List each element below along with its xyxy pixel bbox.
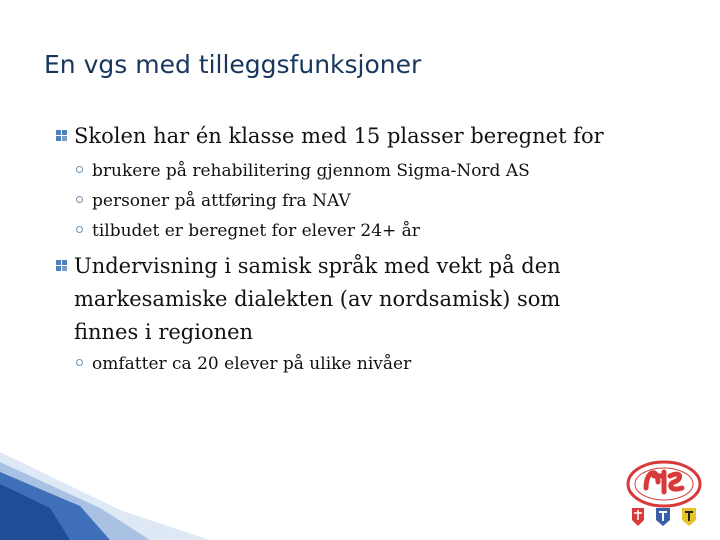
sub-bullet-text: personer på attføring fra NAV: [92, 191, 351, 211]
bullet-2-text: Undervisning i samisk språk med vekt på den markesamiske dialekten (av nordsamisk) som finnes i regionen: [74, 254, 561, 344]
bullet-1-text: Skolen har én klasse med 15 plasser beregnet for: [74, 124, 604, 148]
sub-bullet-1-1: [76, 161, 530, 181]
sub-bullet-2-1: [76, 354, 411, 374]
ring-icon: [76, 226, 83, 233]
sub-bullet-text: brukere på rehabilitering gjennom Sigma-Nord AS: [92, 161, 530, 181]
sub-bullet-1-2: [76, 191, 351, 211]
bullet-1: [56, 120, 676, 153]
bullet-2: [56, 250, 616, 349]
ring-icon: [76, 166, 83, 173]
ring-icon: [76, 359, 83, 366]
square-wedge-icon: [56, 260, 68, 272]
slide-title: En vgs med tilleggsfunksjoner: [44, 50, 422, 79]
school-crest-logo: [624, 458, 704, 530]
square-wedge-icon: [56, 130, 68, 142]
sub-bullet-text: tilbudet er beregnet for elever 24+ år: [92, 221, 420, 241]
ring-icon: [76, 196, 83, 203]
sub-bullet-1-3: [76, 221, 420, 241]
sub-bullet-text: omfatter ca 20 elever på ulike nivåer: [92, 354, 412, 374]
